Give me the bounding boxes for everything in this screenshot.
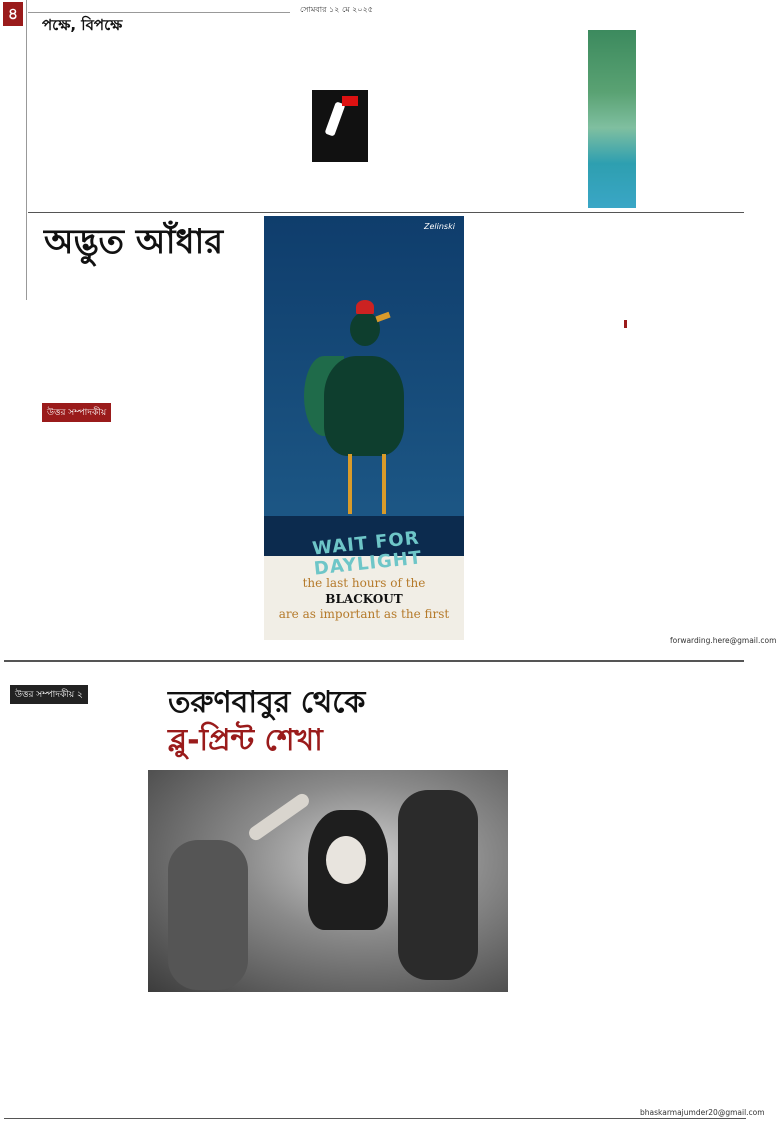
article1-column-5 (620, 420, 744, 630)
paper-logo (2, 32, 24, 110)
article2-headline (168, 684, 468, 759)
poster-wait-text: WAIT FOR DAYLIGHT (311, 527, 424, 580)
film-still-photo (148, 770, 508, 992)
figure-right (398, 790, 478, 980)
masthead-strip (0, 0, 27, 300)
actor-face (326, 836, 366, 884)
flag-icon (342, 96, 358, 106)
section-label (2, 140, 24, 290)
top-kicker: পক্ষে, বিপক্ষে (42, 16, 123, 34)
valley-photo (588, 30, 636, 208)
rooster-comb (356, 300, 374, 314)
article2-email[interactable]: bhaskarmajumder20@gmail.com (640, 1108, 765, 1117)
figure-icon (324, 101, 345, 136)
article2-column-4 (642, 780, 746, 1106)
poster-line2: are as important as the first (278, 607, 450, 622)
protest-sketch (312, 90, 368, 162)
imprint-footer (4, 1118, 746, 1121)
article2-column-3 (512, 780, 638, 916)
page-number: ৪ (3, 2, 23, 26)
headline-line1: তরুণবাবুর থেকে (168, 685, 366, 720)
top-column-2 (148, 70, 258, 210)
article1-pullquote (624, 320, 743, 328)
byline-tag: উত্তর সম্পাদকীয় ২ (10, 685, 88, 704)
poster-blackout: BLACKOUT (325, 591, 403, 606)
article1-email[interactable]: forwarding.here@gmail.com (670, 636, 776, 645)
headline-line2: ব্লু-প্রিন্ট শেখা (168, 722, 323, 758)
date-line: সোমবার ১২ মে ২০২৫ (300, 5, 373, 14)
header-rule (28, 12, 290, 13)
rooster-icon (324, 356, 404, 456)
article1-column-1 (38, 440, 148, 650)
article1-headline: অদ্ভুত আঁধার (44, 222, 224, 262)
poster-tagline (274, 576, 454, 623)
wartime-poster (264, 216, 464, 640)
poster-signature: Zelinski (424, 222, 455, 231)
figure-left (168, 840, 248, 990)
article1-column-4 (620, 216, 744, 316)
poster-line1: the last hours of the (302, 576, 426, 590)
article2-byline (10, 682, 140, 707)
article1-column-3 (474, 216, 614, 636)
article2-column-1 (10, 790, 142, 1110)
rooster-legs (348, 454, 386, 514)
divider (28, 212, 744, 213)
byline-tag: উত্তর সম্পাদকীয় (42, 403, 111, 422)
top-column-1 (34, 70, 144, 210)
article1-column-2 (150, 300, 260, 650)
divider (4, 660, 744, 662)
article2-column-2 (148, 1012, 508, 1112)
